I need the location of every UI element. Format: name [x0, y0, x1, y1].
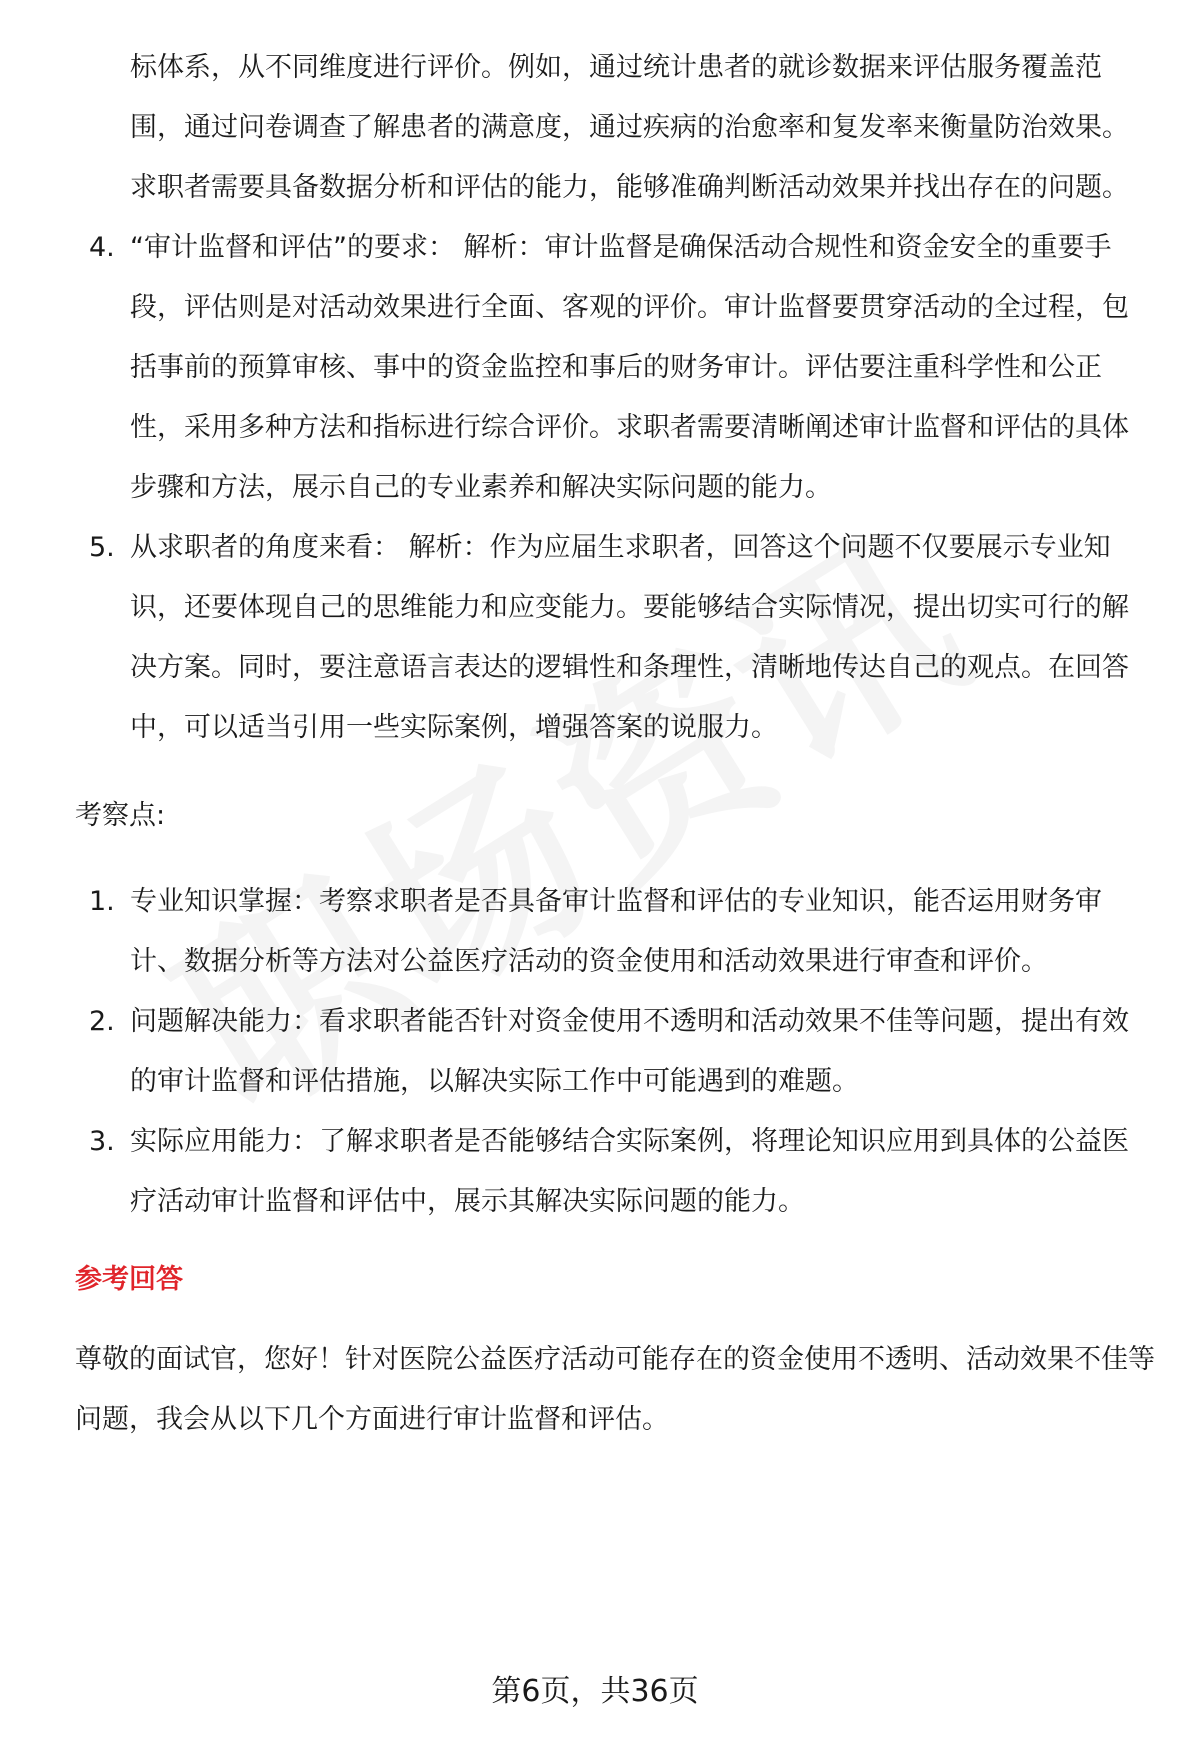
- item-number: 1.: [89, 886, 115, 917]
- item-number: 2.: [89, 1006, 115, 1037]
- item-text: “审计监督和评估”的要求： 解析：审计监督是确保活动合规性和资金安全的重要手段，评估则是对活动效果进行全面、客观的评价。审计监督要贯穿活动的全过程，包括事前的预算审核、事中的资金监控和事后的财务审计。评估要注重科学性和公正性，采用多种方法和指标进行综合评价。求职者需要清晰阐述审计监督和评估的具体步骤和方法，展示自己的专业素养和解决实际问题的能力。: [130, 232, 1129, 503]
- continuation-paragraph: 标体系，从不同维度进行评价。例如，通过统计患者的就诊数据来评估服务覆盖范围，通过问卷调查了解患者的满意度，通过疾病的治愈率和复发率来衡量防治效果。求职者需要具备数据分析和评估的能力，能够准确判断活动效果并找出存在的问题。: [130, 52, 1129, 203]
- item-number: 4.: [89, 232, 115, 263]
- exam-points-label: 考察点:: [75, 800, 166, 831]
- item-text: 问题解决能力：看求职者能否针对资金使用不透明和活动效果不佳等问题，提出有效的审计监督和评估措施，以解决实际工作中可能遇到的难题。: [130, 1006, 1129, 1097]
- exam-point-item: [75, 992, 1155, 1112]
- analysis-list: [75, 218, 1155, 758]
- exam-point-item: [75, 872, 1155, 992]
- reference-answer-heading: 参考回答: [75, 1264, 183, 1295]
- exam-point-item: [75, 1112, 1155, 1232]
- item-number: 5.: [89, 532, 115, 563]
- exam-points-list: [75, 872, 1155, 1232]
- page-footer: 第6页，共36页: [491, 1674, 699, 1709]
- item-number: 3.: [89, 1126, 115, 1157]
- analysis-item: [75, 518, 1155, 758]
- reference-answer-intro: 尊敬的面试官，您好！针对医院公益医疗活动可能存在的资金使用不透明、活动效果不佳等问题，我会从以下几个方面进行审计监督和评估。: [75, 1344, 1155, 1435]
- item-text: 从求职者的角度来看： 解析：作为应届生求职者，回答这个问题不仅要展示专业知识，还要体现自己的思维能力和应变能力。要能够结合实际情况，提出切实可行的解决方案。同时，要注意语言表达的逻辑性和条理性，清晰地传达自己的观点。在回答中，可以适当引用一些实际案例，增强答案的说服力。: [130, 532, 1129, 743]
- analysis-item: [75, 218, 1155, 518]
- item-text: 实际应用能力：了解求职者是否能够结合实际案例，将理论知识应用到具体的公益医疗活动审计监督和评估中，展示其解决实际问题的能力。: [130, 1126, 1129, 1217]
- content: [75, 38, 1155, 1450]
- item-text: 专业知识掌握：考察求职者是否具备审计监督和评估的专业知识，能否运用财务审计、数据分析等方法对公益医疗活动的资金使用和活动效果进行审查和评价。: [130, 886, 1102, 977]
